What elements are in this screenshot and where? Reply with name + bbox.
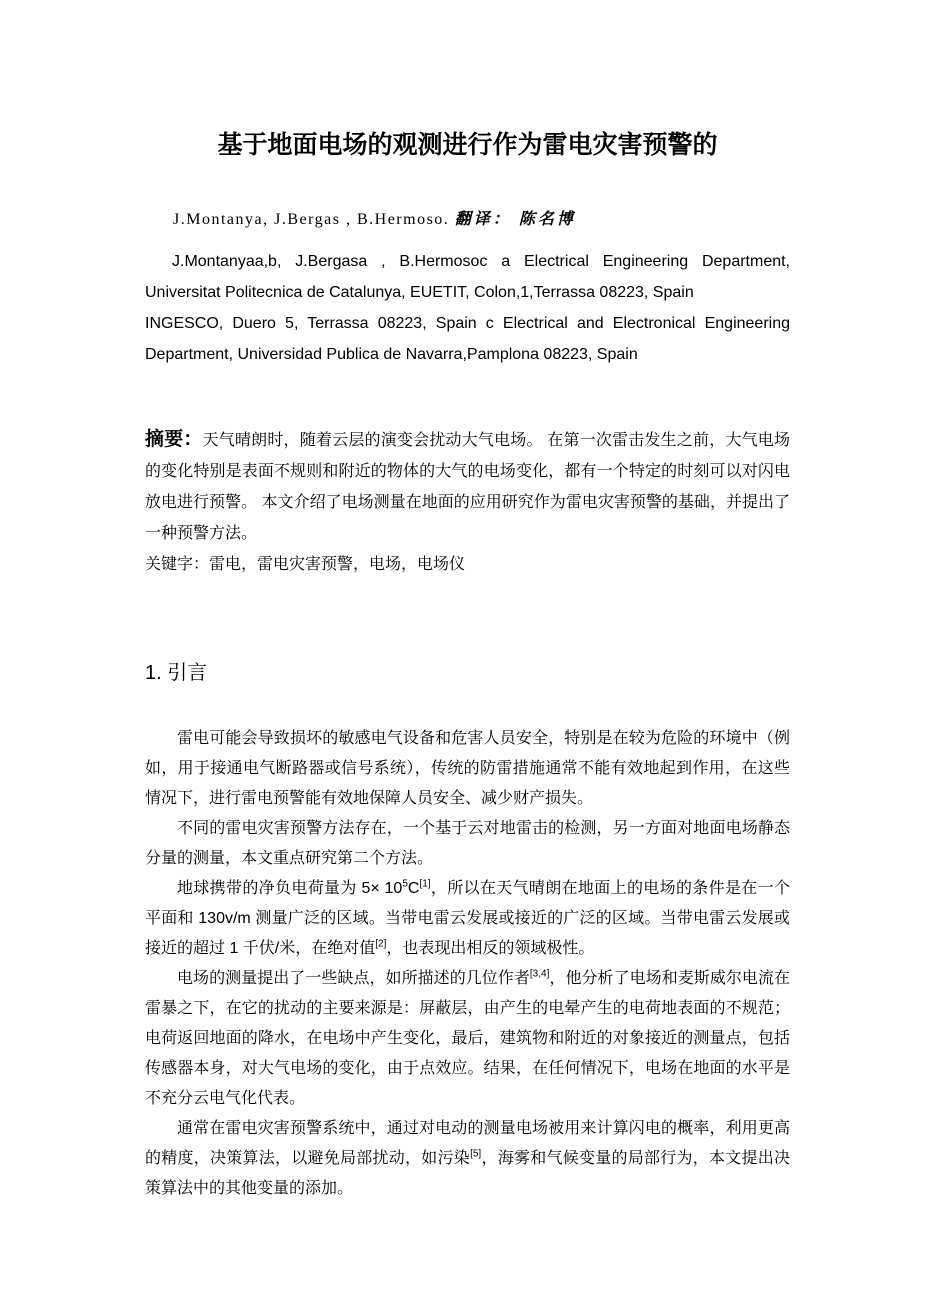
paper-title: 基于地面电场的观测进行作为雷电灾害预警的 [217, 131, 718, 159]
paragraph-text: 不同的雷电灾害预警方法存在，一个基于云对地雷击的检测，另一方面对地面电场静态分量的测量，本文重点研究第二个方法。 [145, 820, 790, 868]
superscript-citation: [2] [375, 938, 387, 950]
body-paragraph-3 [145, 874, 790, 964]
paragraph-text: 地球携带的净负电荷量为 5× 10 [177, 880, 403, 898]
paragraph-text: ，他分析了电场和麦斯威尔电流在雷暴之下，在它的扰动的主要来源是：屏蔽层，由产生的电晕产生的电荷地表面的不规范；电荷返回地面的降水，在电场中产生变化，最后，建筑物和附近的对象接近的测量点，包括传感器本身，对大气电场的变化，由于点效应。结果，在任何情况下，电场在地面的水平是不充分云电气化代表。 [145, 970, 790, 1108]
affiliation-line-2: INGESCO, Duero 5, Terrassa 08223, Spain c Electrical and Electronical Engineering Department, Universidad Publica de Navarra,Pamplona 08223, Spain [145, 315, 790, 364]
body-paragraph-1 [145, 724, 790, 814]
paragraph-text: ，海雾和气候变量的局部行为，本文提出决策算法中的其他变量的添加。 [145, 1150, 790, 1198]
paragraph-text: 雷电可能会导致损坏的敏感电气设备和危害人员安全，特别是在较为危险的环境中（例如，用于接通电气断路器或信号系统），传统的防雷措施通常不能有效地起到作用，在这些情况下，进行雷电预警能有效地保障人员安全、减少财产损失。 [145, 730, 790, 808]
superscript-citation: [1] [419, 878, 431, 890]
translate-label: 翻译： [454, 211, 519, 229]
body-paragraph-5 [145, 1114, 790, 1204]
body-paragraphs [145, 724, 790, 1204]
keywords-line: 关键字：雷电，雷电灾害预警，电场，电场仪 [145, 556, 466, 574]
authors-line [145, 208, 790, 232]
body-paragraph-2 [145, 814, 790, 874]
body-paragraph-4 [145, 964, 790, 1114]
superscript-citation: [3,4] [529, 968, 550, 980]
author-names: J.Montanya, J.Bergas , B.Hermoso. [173, 211, 455, 229]
affiliation-line-1: J.Montanyaa,b, J.Bergasa , B.Hermosoc a Electrical Engineering Department, Universitat Politecnica de Catalunya, EUETIT, Colon,1,Terrassa 08223, Spain [145, 253, 790, 302]
superscript-citation: 5 [402, 878, 408, 890]
translator-name: 陈名博 [518, 211, 576, 229]
abstract-paragraph [145, 424, 790, 549]
paragraph-text: ，所以在天气晴朗在地面上的电场的条件是在一个平面和 130v/m 测量广泛的区域。当带电雷云发展或接近的广泛的区域。当带电雷云发展或接近的超过 1 千伏/米，在绝对值 [145, 880, 790, 958]
section-1-heading: 1. 引言 [145, 662, 208, 685]
paragraph-text: 通常在雷电灾害预警系统中，通过对电动的测量电场被用来计算闪电的概率，利用更高的精度，决策算法，以避免局部扰动，如污染 [145, 1120, 790, 1168]
paragraph-text: 电场的测量提出了一些缺点，如所描述的几位作者 [177, 970, 530, 988]
paragraph-text: ，也表现出相反的领域极性。 [386, 940, 595, 958]
superscript-citation: [5] [470, 1148, 482, 1160]
paragraph-text: C [407, 880, 420, 898]
abstract-text: 天气晴朗时，随着云层的演变会扰动大气电场。 在第一次雷击发生之前，大气电场的变化特别是表面不规则和附近的物体的大气的电场变化，都有一个特定的时刻可以对闪电放电进行预警。 本文介绍了电场测量在地面的应用研究作为雷电灾害预警的基础，并提出了一种预警方法。 [145, 432, 790, 543]
abstract-label: 摘要： [145, 429, 203, 451]
